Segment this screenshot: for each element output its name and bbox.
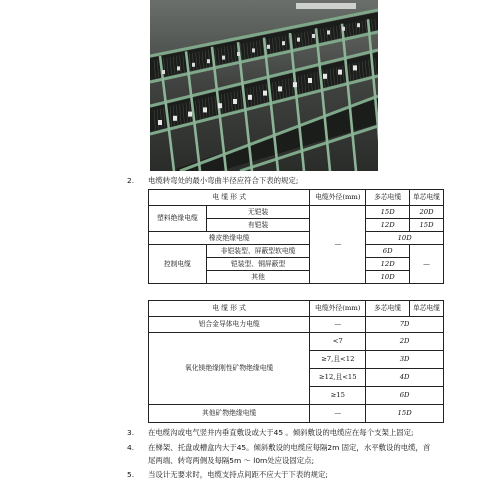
cell-od-row6: — (310, 405, 366, 423)
cell-armored: 有铠装 (206, 219, 310, 232)
cell-od-row2: <7 (310, 333, 366, 351)
list-number-4: 4. (127, 443, 135, 452)
header-single-core: 单芯电缆 (410, 190, 444, 206)
cell-plastic-insulated: 塑料绝缘电缆 (149, 206, 207, 232)
cell-od-row1: — (310, 317, 366, 333)
cell-aluminum-alloy: 铝合金导体电力电缆 (149, 317, 310, 333)
header-single-core: 单芯电缆 (410, 301, 444, 317)
cell-unarmored: 无铠装 (206, 206, 310, 219)
list-number-3: 3. (127, 428, 135, 437)
cell-control-single: — (410, 245, 444, 284)
cell-other: 其他 (206, 271, 310, 284)
header-outer-diameter: 电缆外径(mm) (310, 190, 366, 206)
header-multi-core: 多芯电缆 (366, 190, 410, 206)
cell-r3: 10D (366, 232, 444, 245)
bend-radius-table-2 (148, 300, 444, 423)
cable-tray-illustration (150, 0, 378, 171)
cell-val-row6: 15D (366, 405, 444, 423)
header-cable-type: 电 缆 形 式 (149, 301, 310, 317)
bend-radius-table-1 (148, 189, 444, 284)
cell-val-row4: 4D (366, 369, 444, 387)
header-outer-diameter: 电缆外径(mm) (310, 301, 366, 317)
cell-val-row2: 2D (366, 333, 444, 351)
cell-r4-multi: 6D (366, 245, 410, 258)
cell-od-row4: ≥12,且<15 (310, 369, 366, 387)
cell-nonarmored-screen: 非铠装型、屏蔽型软电缆 (206, 245, 310, 258)
cell-r6-multi: 10D (366, 271, 410, 284)
header-cable-type: 电 缆 形 式 (149, 190, 310, 206)
cell-r2-multi: 12D (366, 219, 410, 232)
cell-val-row3: 3D (366, 351, 444, 369)
header-multi-core: 多芯电缆 (366, 301, 410, 317)
cell-r5-multi: 12D (366, 258, 410, 271)
cell-control-cable: 控制电缆 (149, 245, 207, 284)
list-number-2: 2. (127, 176, 135, 185)
list-item-4-line1: 在梯架、托盘或槽盒内大于45。倾斜敷设的电缆应每隔2m 固定，水平敷设的电缆，首 (148, 443, 431, 452)
cell-other-mineral: 其他矿物绝缘电缆 (149, 405, 310, 423)
cell-od-row5: ≥15 (310, 387, 366, 405)
cell-mgo-mineral: 氧化镁绝缘刚性矿物绝缘电缆 (149, 333, 310, 405)
cell-r1-single: 20D (410, 206, 444, 219)
list-item-4-line2: 尾两端、转弯两侧及每隔5m ～ l0m处应设固定点; (148, 456, 315, 465)
cell-od-dash: — (310, 206, 366, 284)
list-item-2: 电缆转弯处的最小弯曲半径应符合下表的规定; (148, 176, 299, 185)
cell-r1-multi: 15D (366, 206, 410, 219)
list-number-5: 5. (127, 470, 135, 479)
cell-rubber-insulated: 橡皮绝缘电缆 (149, 232, 310, 245)
cell-armored-copper: 铠装型、铜屏蔽型 (206, 258, 310, 271)
cable-tray-photo (150, 0, 378, 171)
cell-r2-single: 15D (410, 219, 444, 232)
cell-val-row1: 7D (366, 317, 444, 333)
cell-od-row3: ≥7,且<12 (310, 351, 366, 369)
list-item-3: 在电缆沟或电气竖井内垂直敷设或大于45 。倾斜敷设的电缆应在每个支架上固定; (148, 428, 414, 437)
list-item-5: 当设计无要求时，电缆支持点间距不应大于下表的规定; (148, 470, 328, 479)
cell-val-row5: 6D (366, 387, 444, 405)
